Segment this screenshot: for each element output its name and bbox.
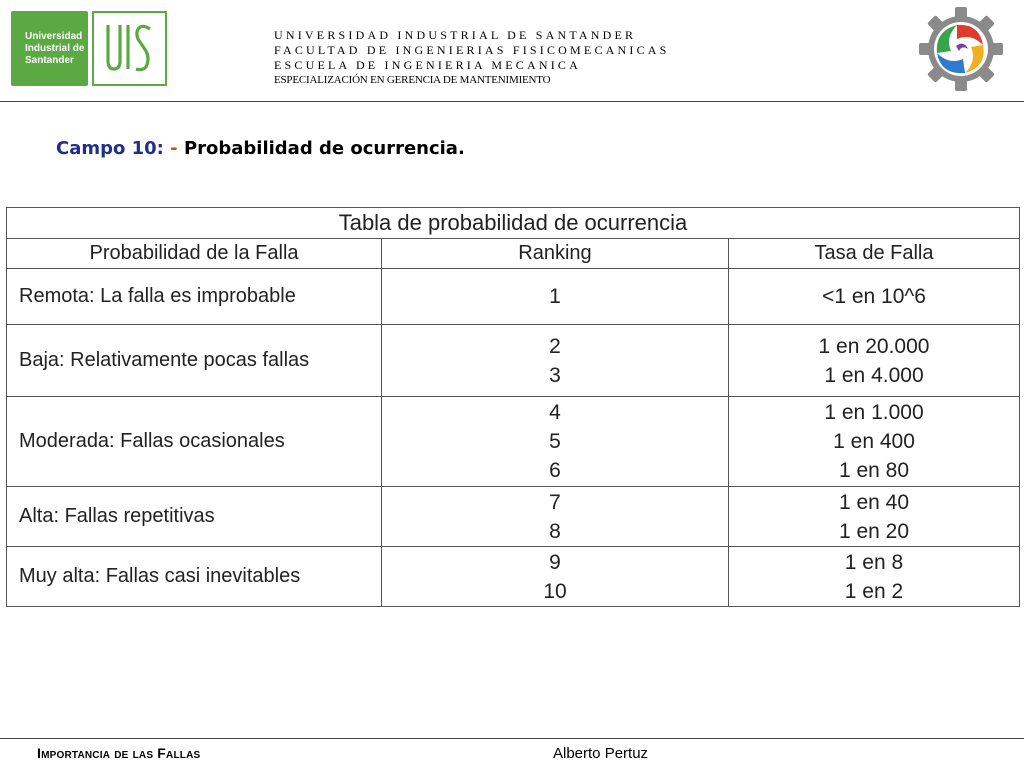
rate-cell	[729, 547, 1020, 607]
ranking-value: 4	[549, 401, 561, 424]
logo-text-line-3: Santander	[25, 54, 74, 66]
rate-value: 1 en 80	[838, 459, 910, 482]
title-text: Probabilidad de ocurrencia.	[183, 138, 465, 159]
header-line-school: ESCUELA DE INGENIERIA MECANICA	[274, 58, 581, 72]
ranking-value: 7	[549, 490, 561, 514]
column-header-rate: Tasa de Falla	[729, 239, 1020, 269]
footer-divider	[0, 738, 1024, 739]
gear-logo-icon	[918, 6, 1004, 92]
table-row	[7, 325, 1020, 397]
ranking-cell	[382, 325, 729, 397]
rate-cell	[729, 397, 1020, 487]
rate-value: 1 en 40	[838, 490, 910, 514]
rate-value: 1 en 8	[844, 550, 904, 574]
probability-table	[6, 207, 1020, 607]
title-dash: -	[170, 138, 178, 159]
column-header-probability: Probabilidad de la Falla	[7, 239, 382, 269]
footer-author: Alberto Pertuz	[553, 745, 649, 762]
uis-monogram-logo	[92, 11, 167, 86]
rate-value: <1 en 10^6	[822, 285, 926, 308]
ranking-cell	[382, 487, 729, 547]
rate-value: 1 en 4.000	[824, 363, 924, 387]
logo-text-line-2: Industrial de	[25, 42, 85, 54]
uis-monogram-icon	[94, 13, 165, 84]
table-row	[7, 397, 1020, 487]
ranking-value: 9	[549, 550, 561, 574]
rate-cell	[729, 269, 1020, 325]
ranking-cell	[382, 547, 729, 607]
rate-value: 1 en 2	[844, 579, 904, 603]
logo-text-line-1: Universidad	[25, 30, 83, 42]
probability-cell: Remota: La falla es improbable	[7, 269, 382, 325]
ranking-value: 8	[549, 519, 561, 543]
rate-cell	[729, 325, 1020, 397]
probability-cell: Alta: Fallas repetitivas	[7, 487, 382, 547]
page-title	[56, 138, 465, 159]
ranking-value: 3	[549, 363, 561, 387]
header-divider	[0, 101, 1024, 102]
rate-value: 1 en 400	[833, 430, 915, 453]
ranking-cell	[382, 269, 729, 325]
title-label: Campo 10:	[56, 138, 164, 159]
ranking-value: 6	[549, 459, 561, 482]
ranking-cell	[382, 397, 729, 487]
table-title: Tabla de probabilidad de ocurrencia	[7, 208, 1020, 239]
header-line-university: UNIVERSIDAD INDUSTRIAL DE SANTANDER	[274, 28, 637, 42]
probability-cell: Moderada: Fallas ocasionales	[7, 397, 382, 487]
university-logo	[11, 11, 88, 86]
ranking-value: 5	[549, 430, 561, 453]
rate-value: 1 en 20.000	[818, 334, 930, 358]
table-row	[7, 487, 1020, 547]
header-institution-text	[274, 28, 670, 88]
probability-cell: Muy alta: Fallas casi inevitables	[7, 547, 382, 607]
rate-value: 1 en 20	[838, 519, 910, 543]
ranking-value: 2	[549, 334, 561, 358]
ranking-value: 1	[549, 285, 561, 308]
rate-value: 1 en 1.000	[824, 401, 924, 424]
ranking-value: 10	[543, 579, 567, 603]
probability-cell: Baja: Relativamente pocas fallas	[7, 325, 382, 397]
table-row	[7, 547, 1020, 607]
table-row	[7, 269, 1020, 325]
rate-cell	[729, 487, 1020, 547]
column-header-ranking: Ranking	[382, 239, 729, 269]
header-line-faculty: FACULTAD DE INGENIERIAS FISICOMECANICAS	[274, 43, 670, 57]
footer-topic: Importancia de las Fallas	[37, 745, 201, 761]
header-line-program: ESPECIALIZACIÓN EN GERENCIA DE MANTENIMIENTO	[274, 74, 551, 86]
